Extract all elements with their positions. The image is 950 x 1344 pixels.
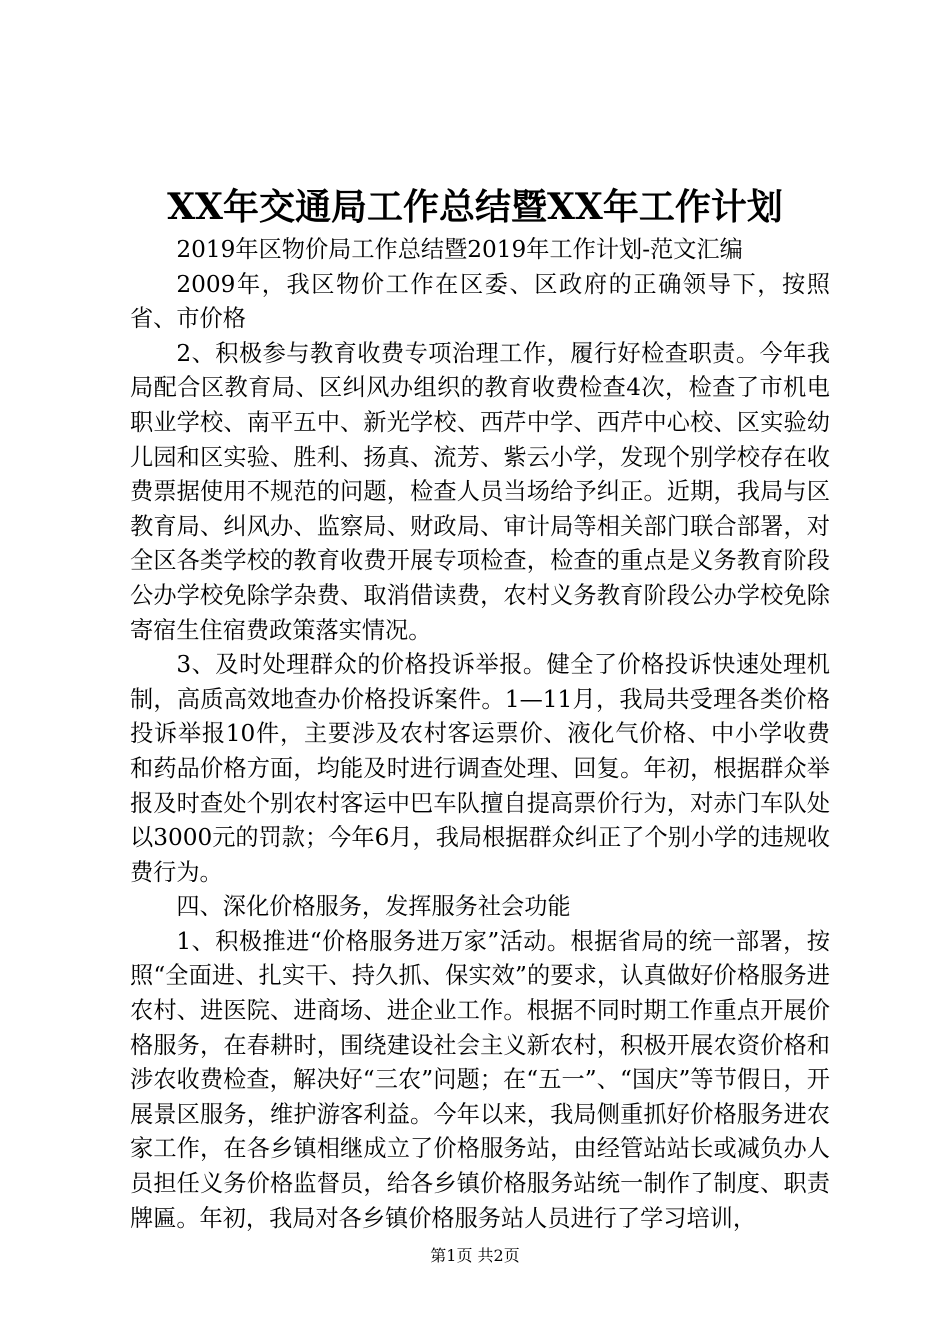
page-number: 第1页 共2页	[430, 1246, 520, 1265]
paragraph-price-service: 1、积极推进“价格服务进万家”活动。根据省局的统一部署，按照“全面进、扎实干、持久抓、保实效”的要求，认真做好价格服务进农村、进医院、进商场、进企业工作。根据不同时期工作重点开展价格服务，在春耕时，围绕建设社会主义新农村，积极开展农资价格和涉农收费检查，解决好“三农”问题；在“五一”、“国庆”等节假日，开展景区服务，维护游客利益。今年以来，我局侧重抓好价格服务进农家工作，在各乡镇相继成立了价格服务站，由经管站站长或减负办人员担任义务价格监督员，给各乡镇价格服务站统一制作了制度、职责牌匾。年初，我局对各乡镇价格服务站人员进行了学习培训，	[130, 927, 830, 1232]
paragraph-subtitle: 2019年区物价局工作总结暨2019年工作计划-范文汇编	[176, 236, 743, 263]
paragraph-complaints: 3、及时处理群众的价格投诉举报。健全了价格投诉快速处理机制，高质高效地查办价格投诉案件。1—11月，我局共受理各类价格投诉举报10件，主要涉及农村客运票价、液化气价格、中小学收费和药品价格方面，均能及时进行调查处理、回复。年初，根据群众举报及时查处个别农村客运中巴车队擅自提高票价行为，对赤门车队处以3000元的罚款；今年6月，我局根据群众纠正了个别小学的违规收费行为。	[130, 651, 830, 886]
paragraph-intro: 2009年，我区物价工作在区委、区政府的正确领导下，按照省、市价格	[130, 270, 830, 333]
paragraph-section-heading: 四、深化价格服务，发挥服务社会功能	[176, 893, 571, 921]
document-body	[130, 233, 830, 1236]
document-title: XX年交通局工作总结暨XX年工作计划	[167, 186, 783, 228]
paragraph-education-fees: 2、积极参与教育收费专项治理工作，履行好检查职责。今年我局配合区教育局、区纠风办组织的教育收费检查4次，检查了市机电职业学校、南平五中、新光学校、西芹中学、西芹中心校、区实验幼儿园和区实验、胜利、扬真、流芳、紫云小学，发现个别学校存在收费票据使用不规范的问题，检查人员当场给予纠正。近期，我局与区教育局、纠风办、监察局、财政局、审计局等相关部门联合部署，对全区各类学校的教育收费开展专项检查，检查的重点是义务教育阶段公办学校免除学杂费、取消借读费，农村义务教育阶段公办学校免除寄宿生住宿费政策落实情况。	[130, 339, 830, 644]
